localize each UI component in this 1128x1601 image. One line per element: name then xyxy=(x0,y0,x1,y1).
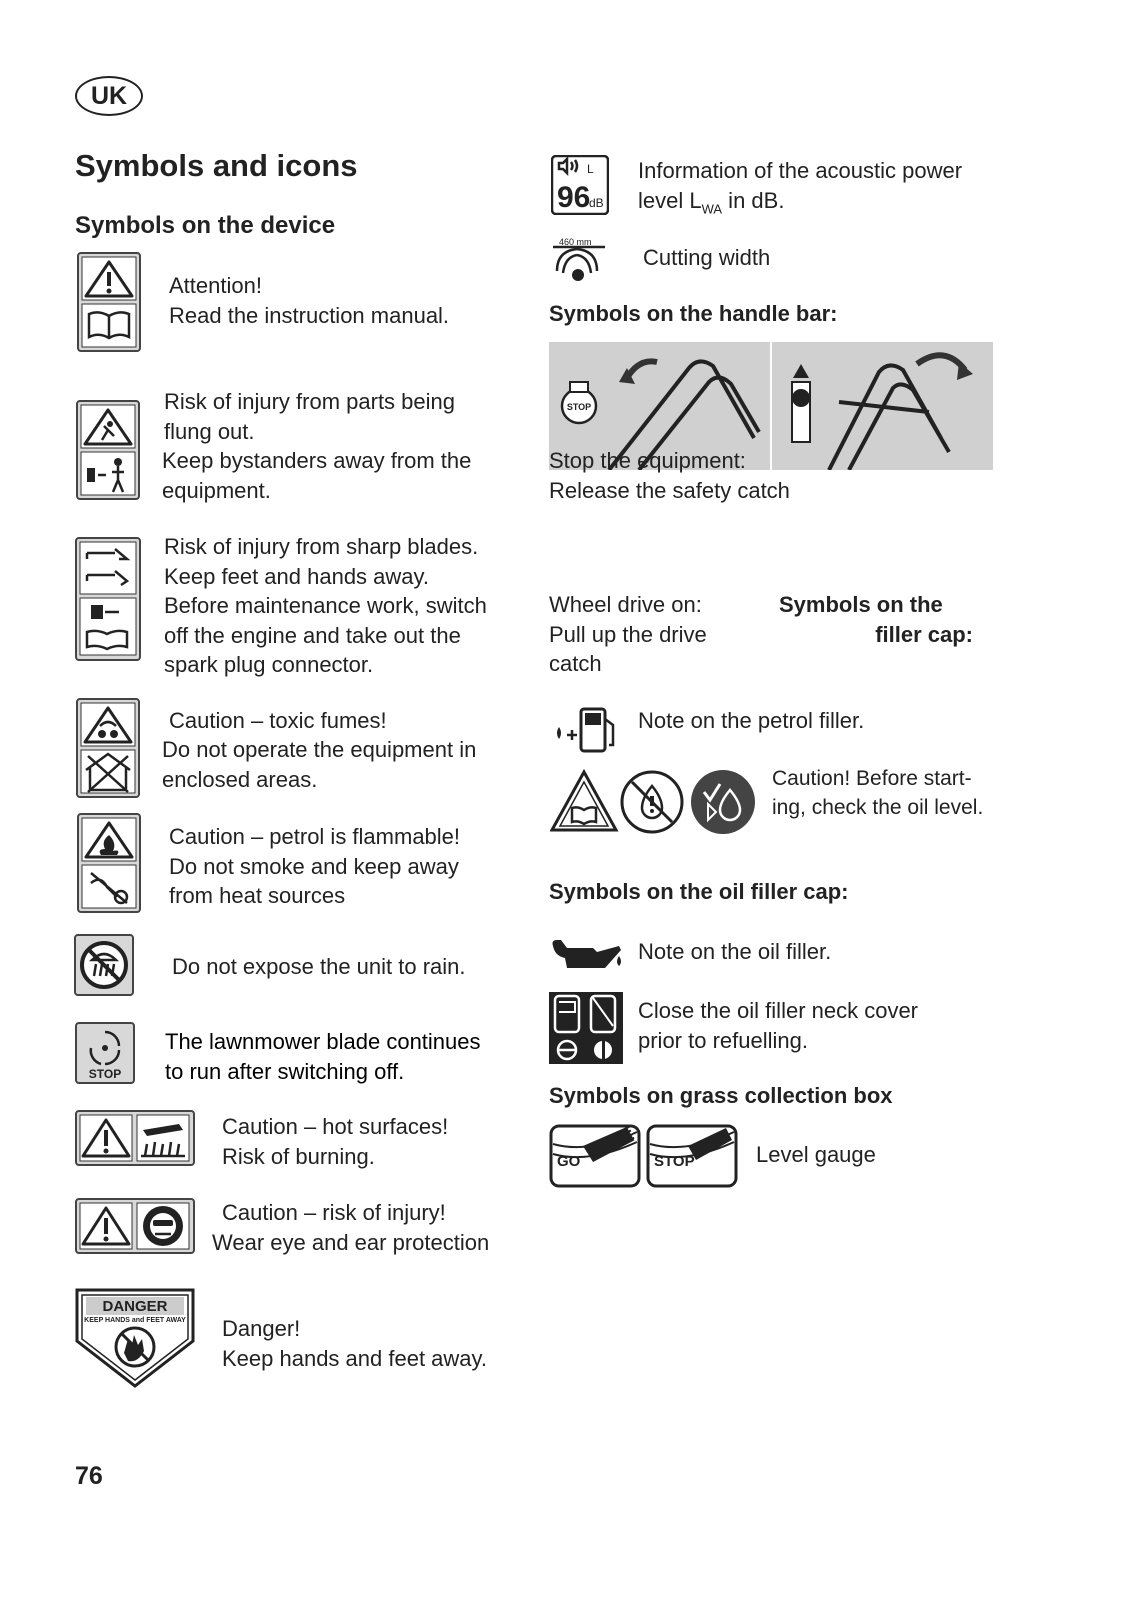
svg-text:STOP: STOP xyxy=(654,1153,695,1170)
flammable-icon xyxy=(77,813,141,913)
protection-text: Caution – risk of injury! xyxy=(222,1200,446,1225)
acoustic-power-icon xyxy=(551,155,609,215)
blade-rotation-icon xyxy=(75,1022,135,1084)
attention-manual-icon xyxy=(77,252,141,352)
svg-text:dB: dB xyxy=(589,196,604,210)
no-rain-icon xyxy=(74,934,134,996)
bystanders-text: Keep bystanders away from the equipment. xyxy=(162,448,472,503)
svg-text:KEEP HANDS and FEET AWAY: KEEP HANDS and FEET AWAY xyxy=(84,1317,186,1324)
svg-text:L: L xyxy=(587,162,594,176)
oil-neck-cover-icon xyxy=(549,992,623,1064)
oil-check-icons xyxy=(550,768,760,836)
level-gauge-text: Level gauge xyxy=(756,1142,876,1167)
oil-can-icon xyxy=(549,938,625,974)
svg-text:GO: GO xyxy=(557,1153,581,1170)
wear-protection-text: Wear eye and ear protection xyxy=(212,1230,490,1255)
flung-out-icon xyxy=(76,400,140,500)
toxic-fumes-text: Caution – toxic fumes! xyxy=(169,708,387,733)
level-gauge-stop-icon xyxy=(646,1124,738,1188)
filler-cap-heading: Symbols on the filler cap: xyxy=(779,592,973,647)
eye-ear-protection-icon xyxy=(75,1198,195,1254)
level-gauge-go-icon xyxy=(549,1124,641,1188)
oil-cap-heading: Symbols on the oil filler cap: xyxy=(549,879,849,904)
oil-neck-text: Close the oil filler neck cover prior to refuelling. xyxy=(638,998,919,1053)
hot-surface-text: Caution – hot surfaces! Risk of burning. xyxy=(222,1114,449,1169)
svg-text:460 mm: 460 mm xyxy=(559,237,592,247)
toxic-fumes-icon xyxy=(76,698,140,798)
svg-text:DANGER: DANGER xyxy=(102,1298,168,1315)
handle-bar-heading: Symbols on the handle bar: xyxy=(549,301,838,326)
sharp-blades-text: Risk of injury from sharp blades. Keep feet and hands away. Before maintenance work, switch off the engine and take out the spark plug connector. xyxy=(164,534,487,677)
oil-check-text: Caution! Before start- ing, check the oil level. xyxy=(772,767,984,819)
wheel-drive-text: Wheel drive on: Pull up the drive catch xyxy=(549,592,707,676)
page-title: Symbols and icons xyxy=(75,148,358,183)
svg-text:STOP: STOP xyxy=(88,1067,122,1081)
cutting-width-icon xyxy=(551,235,607,283)
device-heading: Symbols on the device xyxy=(75,212,336,239)
flammable-text: Caution – petrol is flammable! Do not smoke and keep away from heat sources xyxy=(169,824,461,908)
attention-text: Attention! Read the instruction manual. xyxy=(169,273,450,328)
acoustic-text: Information of the acoustic power level $L_{WA}$ in dB. xyxy=(638,158,963,216)
country-badge: UK xyxy=(75,76,143,116)
sharp-blades-icon xyxy=(75,537,141,661)
oil-filler-text: Note on the oil filler. xyxy=(638,939,832,964)
danger-hands-feet-icon xyxy=(74,1287,196,1389)
petrol-filler-text: Note on the petrol filler. xyxy=(638,708,865,733)
danger-text: Danger! Keep hands and feet away. xyxy=(222,1316,488,1371)
page-number: 76 xyxy=(75,1462,103,1490)
svg-text:STOP: STOP xyxy=(566,402,592,412)
cutting-width-text: Cutting width xyxy=(643,245,771,270)
blade-runs-text: The lawnmower blade continues to run after switching off. xyxy=(165,1029,481,1084)
rain-text: Do not expose the unit to rain. xyxy=(172,954,466,979)
enclosed-areas-text: Do not operate the equipment in enclosed areas. xyxy=(162,737,477,792)
petrol-pump-icon xyxy=(553,705,619,753)
flung-out-text: Risk of injury from parts being flung out. xyxy=(164,389,455,444)
hot-surface-icon xyxy=(75,1110,195,1166)
grass-box-heading: Symbols on grass collection box xyxy=(549,1083,893,1108)
handle-bar-text: Stop the equipment: Release the safety catch xyxy=(549,448,790,503)
svg-text:96: 96 xyxy=(557,181,591,214)
